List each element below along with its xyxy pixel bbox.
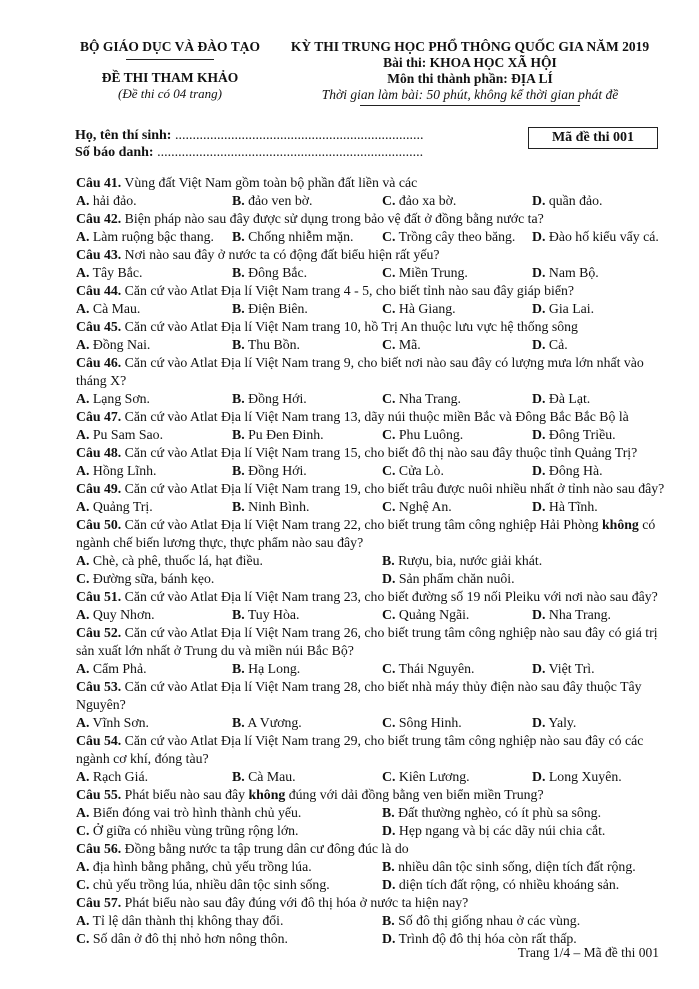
- question-number: Câu 43.: [76, 247, 122, 262]
- option-letter: A.: [76, 463, 90, 478]
- answer-option-a[interactable]: [76, 804, 301, 822]
- question-emphasis: không: [602, 517, 639, 532]
- answer-option-d[interactable]: [382, 876, 619, 894]
- candidate-name-line: [75, 127, 423, 144]
- option-text: Quảng Trị.: [89, 499, 153, 514]
- answer-option-d[interactable]: [532, 426, 616, 444]
- option-text: Ở giữa có nhiều vùng trũng rộng lớn.: [89, 823, 299, 838]
- option-letter: D.: [532, 715, 546, 730]
- option-text: Kiên Lương.: [395, 769, 470, 784]
- question-text: Đồng bằng nước ta tập trung dân cư đông đúc là do: [121, 841, 409, 856]
- question-number: Câu 42.: [76, 211, 122, 226]
- answer-option-a[interactable]: [76, 264, 142, 282]
- option-letter: A.: [76, 553, 90, 568]
- option-text: Nghệ An.: [395, 499, 452, 514]
- answer-option-b[interactable]: [232, 498, 309, 516]
- page-footer: Trang 1/4 – Mã đề thi 001: [517, 945, 659, 960]
- option-letter: B.: [232, 607, 245, 622]
- option-letter: C.: [382, 265, 396, 280]
- question-stem: [76, 894, 666, 912]
- option-row: [76, 660, 666, 678]
- candidate-name-label: Họ, tên thí sinh:: [75, 128, 172, 143]
- option-text: hải đảo.: [89, 193, 137, 208]
- option-letter: A.: [76, 661, 90, 676]
- option-letter: D.: [532, 265, 546, 280]
- question-list: [76, 174, 666, 948]
- answer-option-b[interactable]: [232, 606, 299, 624]
- option-letter: C.: [76, 571, 90, 586]
- option-text: Tây Bắc.: [89, 265, 143, 280]
- option-letter: D.: [532, 463, 546, 478]
- option-text: Nam Bộ.: [545, 265, 599, 280]
- answer-option-b[interactable]: [382, 552, 542, 570]
- answer-option-c[interactable]: [382, 192, 456, 210]
- question-number: Câu 46.: [76, 355, 122, 370]
- option-text: Ninh Bình.: [244, 499, 310, 514]
- option-letter: B.: [232, 715, 245, 730]
- option-text: Pu Đen Đinh.: [244, 427, 324, 442]
- answer-option-a[interactable]: [76, 858, 312, 876]
- option-letter: B.: [382, 805, 395, 820]
- question-number: Câu 48.: [76, 445, 122, 460]
- option-letter: D.: [382, 571, 396, 586]
- option-text: Quy Nhơn.: [89, 607, 155, 622]
- answer-option-c[interactable]: [382, 606, 469, 624]
- option-text: nhiều dân tộc sinh sống, diện tích đất rộng.: [394, 859, 636, 874]
- option-letter: C.: [382, 499, 396, 514]
- question-text: Căn cứ vào Atlat Địa lí Việt Nam trang 9, cho biết nơi nào sau đây có lượng mưa lớn nhất vào tháng X?: [76, 355, 644, 388]
- answer-option-b[interactable]: [232, 336, 300, 354]
- option-text: Cửa Lò.: [395, 463, 444, 478]
- candidate-name-blank: .......................................................................: [171, 128, 424, 143]
- answer-option-c[interactable]: [382, 660, 475, 678]
- question-text: Biện pháp nào sau đây được sử dụng trong bảo vệ đất ở đồng bằng nước ta?: [121, 211, 544, 226]
- question-stem: [76, 210, 666, 228]
- option-text: Phu Luông.: [395, 427, 464, 442]
- option-letter: B.: [232, 193, 245, 208]
- answer-option-a[interactable]: [76, 336, 150, 354]
- option-text: Vĩnh Sơn.: [89, 715, 149, 730]
- question-stem: [76, 678, 666, 714]
- answer-option-b[interactable]: [232, 660, 300, 678]
- time-note: Thời gian làm bài: 50 phút, không kể thời gian phát đề: [321, 87, 619, 102]
- answer-option-d[interactable]: [532, 300, 594, 318]
- option-text: đảo ven bờ.: [244, 193, 313, 208]
- option-letter: B.: [232, 337, 245, 352]
- option-letter: D.: [532, 391, 546, 406]
- answer-option-c[interactable]: [76, 876, 330, 894]
- question-number: Câu 41.: [76, 175, 122, 190]
- option-text: Thái Nguyên.: [395, 661, 475, 676]
- option-letter: C.: [382, 769, 396, 784]
- answer-option-c[interactable]: [382, 462, 444, 480]
- option-text: Việt Trì.: [545, 661, 595, 676]
- option-letter: B.: [232, 391, 245, 406]
- option-text: quần đảo.: [545, 193, 603, 208]
- option-text: Hẹp ngang và bị các dãy núi chia cắt.: [395, 823, 606, 838]
- option-letter: A.: [76, 265, 90, 280]
- question-stem: [76, 408, 666, 426]
- page-count-note: (Đề thi có 04 trang): [118, 86, 222, 101]
- question-number: Câu 47.: [76, 409, 122, 424]
- option-letter: D.: [382, 931, 396, 946]
- option-text: Đường sữa, bánh kẹo.: [89, 571, 215, 586]
- answer-option-a[interactable]: [76, 552, 263, 570]
- option-text: Đồng Hới.: [244, 391, 307, 406]
- option-letter: B.: [232, 463, 245, 478]
- option-letter: D.: [532, 499, 546, 514]
- option-letter: C.: [76, 877, 90, 892]
- option-text: Mã.: [395, 337, 421, 352]
- option-letter: B.: [232, 229, 245, 244]
- option-letter: A.: [76, 769, 90, 784]
- header-right: [270, 38, 670, 106]
- option-text: Hạ Long.: [244, 661, 301, 676]
- option-letter: A.: [76, 913, 90, 928]
- answer-option-d[interactable]: [532, 336, 568, 354]
- option-text: Rạch Giá.: [89, 769, 149, 784]
- answer-option-a[interactable]: [76, 300, 140, 318]
- answer-option-c[interactable]: [76, 822, 298, 840]
- question-stem: [76, 282, 666, 300]
- option-letter: D.: [532, 769, 546, 784]
- option-text: Cà Mau.: [244, 769, 296, 784]
- answer-option-a[interactable]: [76, 714, 149, 732]
- option-letter: C.: [76, 823, 90, 838]
- option-text: Hồng Lĩnh.: [89, 463, 157, 478]
- question-text: Căn cứ vào Atlat Địa lí Việt Nam trang 13, dãy núi thuộc miền Bắc và Đông Bắc Bắc Bộ là: [121, 409, 629, 424]
- answer-option-d[interactable]: [532, 768, 622, 786]
- answer-option-c[interactable]: [382, 228, 515, 246]
- option-letter: B.: [232, 265, 245, 280]
- exam-subject: Môn thi thành phần: ĐỊA LÍ: [387, 71, 553, 86]
- option-letter: C.: [382, 229, 396, 244]
- question-text: Căn cứ vào Atlat Địa lí Việt Nam trang 26, cho biết trung tâm công nghiệp nào sau đây có giá trị sản xuất lớn nhất ở Trung du và miền núi Bắc Bộ?: [76, 625, 658, 658]
- option-text: Đà Lạt.: [545, 391, 591, 406]
- option-letter: D.: [532, 607, 546, 622]
- option-letter: C.: [382, 607, 396, 622]
- answer-option-a[interactable]: [76, 462, 157, 480]
- option-text: Làm ruộng bậc thang.: [89, 229, 214, 244]
- option-letter: C.: [382, 337, 396, 352]
- answer-option-c[interactable]: [382, 498, 452, 516]
- option-letter: B.: [232, 661, 245, 676]
- option-letter: C.: [76, 931, 90, 946]
- answer-option-a[interactable]: [76, 660, 147, 678]
- option-letter: C.: [382, 715, 396, 730]
- question-stem: [76, 732, 666, 768]
- option-text: Cả.: [545, 337, 568, 352]
- question-stem: [76, 786, 666, 804]
- answer-option-c[interactable]: [382, 264, 468, 282]
- option-letter: A.: [76, 805, 90, 820]
- question-stem: [76, 588, 666, 606]
- option-text: Quảng Ngãi.: [395, 607, 470, 622]
- candidate-id-blank: ............................................................................: [153, 145, 424, 160]
- option-letter: C.: [382, 391, 396, 406]
- answer-option-a[interactable]: [76, 606, 155, 624]
- answer-option-d[interactable]: [532, 390, 590, 408]
- option-letter: A.: [76, 607, 90, 622]
- answer-option-c[interactable]: [76, 570, 214, 588]
- question-stem: [76, 354, 666, 390]
- option-text: Nha Trang.: [545, 607, 611, 622]
- option-text: Gia Lai.: [545, 301, 595, 316]
- option-letter: D.: [382, 877, 396, 892]
- question-number: Câu 44.: [76, 283, 122, 298]
- option-text: Số đô thị giống nhau ở các vùng.: [394, 913, 581, 928]
- option-letter: C.: [382, 463, 396, 478]
- answer-option-d[interactable]: [532, 192, 603, 210]
- option-row: [76, 390, 666, 408]
- question-number: Câu 49.: [76, 481, 122, 496]
- answer-option-b[interactable]: [232, 300, 308, 318]
- option-row: [76, 300, 666, 318]
- option-letter: C.: [382, 427, 396, 442]
- option-text: Cẩm Phả.: [89, 661, 147, 676]
- option-row: [76, 858, 666, 876]
- answer-option-a[interactable]: [76, 390, 150, 408]
- option-row: [76, 552, 666, 570]
- answer-option-a[interactable]: [76, 192, 137, 210]
- answer-option-b[interactable]: [382, 804, 601, 822]
- option-letter: C.: [382, 193, 396, 208]
- option-text: Nha Trang.: [395, 391, 461, 406]
- answer-option-d[interactable]: [532, 498, 598, 516]
- question-stem: [76, 624, 666, 660]
- question-number: Câu 50.: [76, 517, 122, 532]
- option-letter: A.: [76, 391, 90, 406]
- option-text: Đông Triều.: [545, 427, 616, 442]
- answer-option-c[interactable]: [382, 336, 421, 354]
- option-text: Điện Biên.: [244, 301, 308, 316]
- option-text: Trình độ đô thị hóa còn rất thấp.: [395, 931, 577, 946]
- candidate-info: [75, 127, 423, 161]
- option-text: Hà Tĩnh.: [545, 499, 598, 514]
- question-text: Căn cứ vào Atlat Địa lí Việt Nam trang 28, cho biết nhà máy thủy điện nào sau đây thuộc Tây Nguyên?: [76, 679, 642, 712]
- option-row: [76, 822, 666, 840]
- answer-option-b[interactable]: [382, 912, 580, 930]
- answer-option-d[interactable]: [532, 606, 611, 624]
- option-row: [76, 606, 666, 624]
- question-text-cont: đúng với dải đồng bằng ven biển miền Trung?: [285, 787, 544, 802]
- answer-option-c[interactable]: [382, 300, 456, 318]
- question-text: Căn cứ vào Atlat Địa lí Việt Nam trang 10, hồ Trị An thuộc lưu vực hệ thống sông: [121, 319, 578, 334]
- answer-option-d[interactable]: [532, 462, 603, 480]
- question-text: Căn cứ vào Atlat Địa lí Việt Nam trang 29, cho biết trung tâm công nghiệp nào sau đây có các ngành cơ khí, đóng tàu?: [76, 733, 644, 766]
- option-row: [76, 426, 666, 444]
- answer-option-d[interactable]: [532, 660, 595, 678]
- option-text: Cà Mau.: [89, 301, 141, 316]
- option-text: Đông Hà.: [545, 463, 603, 478]
- option-text: Tỉ lệ dân thành thị không thay đổi.: [89, 913, 284, 928]
- option-text: Sông Hinh.: [395, 715, 462, 730]
- option-letter: B.: [232, 769, 245, 784]
- option-text: chủ yếu trồng lúa, nhiều dân tộc sinh sống.: [89, 877, 330, 892]
- question-number: Câu 53.: [76, 679, 122, 694]
- option-letter: C.: [382, 661, 396, 676]
- option-text: Biển đóng vai trò hình thành chủ yếu.: [89, 805, 302, 820]
- header-left-divider: [126, 59, 214, 60]
- option-row: [76, 570, 666, 588]
- option-letter: C.: [382, 301, 396, 316]
- question-stem: [76, 840, 666, 858]
- option-letter: B.: [382, 859, 395, 874]
- option-row: [76, 768, 666, 786]
- option-row: [76, 804, 666, 822]
- question-stem: [76, 480, 666, 498]
- answer-option-b[interactable]: [232, 228, 354, 246]
- question-stem: [76, 174, 666, 192]
- answer-option-d[interactable]: [382, 822, 605, 840]
- candidate-id-line: [75, 144, 423, 161]
- answer-option-a[interactable]: [76, 912, 283, 930]
- option-text: đảo xa bờ.: [395, 193, 457, 208]
- option-text: Sản phẩm chăn nuôi.: [395, 571, 515, 586]
- question-text: Căn cứ vào Atlat Địa lí Việt Nam trang 4 - 5, cho biết tỉnh nào sau đây giáp biển?: [121, 283, 574, 298]
- ministry-name: BỘ GIÁO DỤC VÀ ĐÀO TẠO: [80, 39, 260, 54]
- answer-option-a[interactable]: [76, 498, 153, 516]
- answer-option-b[interactable]: [232, 264, 307, 282]
- option-row: [76, 192, 666, 210]
- option-text: Pu Sam Sao.: [89, 427, 164, 442]
- answer-option-c[interactable]: [382, 390, 461, 408]
- answer-option-b[interactable]: [232, 192, 313, 210]
- candidate-id-label: Số báo danh:: [75, 145, 154, 160]
- option-text: Hà Giang.: [395, 301, 456, 316]
- question-stem: [76, 444, 666, 462]
- option-text: Tuy Hòa.: [244, 607, 300, 622]
- option-letter: B.: [232, 427, 245, 442]
- answer-option-a[interactable]: [76, 768, 148, 786]
- option-letter: A.: [76, 499, 90, 514]
- option-text: Miền Trung.: [395, 265, 468, 280]
- answer-option-b[interactable]: [232, 462, 307, 480]
- option-letter: D.: [532, 427, 546, 442]
- option-letter: A.: [76, 301, 90, 316]
- option-letter: B.: [382, 913, 395, 928]
- option-letter: D.: [532, 301, 546, 316]
- question-text: Căn cứ vào Atlat Địa lí Việt Nam trang 15, cho biết đô thị nào sau đây thuộc tỉnh Quảng Trị?: [121, 445, 638, 460]
- option-letter: D.: [532, 229, 546, 244]
- header-right-divider: [360, 105, 580, 106]
- answer-option-c[interactable]: [76, 930, 288, 948]
- option-text: Chống nhiễm mặn.: [244, 229, 354, 244]
- question-number: Câu 45.: [76, 319, 122, 334]
- option-letter: D.: [532, 661, 546, 676]
- option-letter: D.: [532, 193, 546, 208]
- answer-option-b[interactable]: [232, 714, 302, 732]
- question-number: Câu 51.: [76, 589, 122, 604]
- answer-option-d[interactable]: [532, 228, 659, 246]
- option-letter: D.: [532, 337, 546, 352]
- question-stem: [76, 246, 666, 264]
- option-text: Thu Bồn.: [244, 337, 300, 352]
- question-text: Phát biểu nào sau đây: [121, 787, 249, 802]
- option-row: [76, 264, 666, 282]
- question-text: Căn cứ vào Atlat Địa lí Việt Nam trang 22, cho biết trung tâm công nghiệp Hải Phòng: [121, 517, 602, 532]
- option-text: địa hình bằng phẳng, chủ yếu trồng lúa.: [89, 859, 312, 874]
- option-letter: B.: [232, 499, 245, 514]
- exam-code-box: Mã đề thi 001: [528, 127, 658, 149]
- question-number: Câu 57.: [76, 895, 122, 910]
- answer-option-b[interactable]: [382, 858, 636, 876]
- option-row: [76, 498, 666, 516]
- option-row: [76, 336, 666, 354]
- question-text: Vùng đất Việt Nam gồm toàn bộ phần đất liền và các: [121, 175, 418, 190]
- option-row: [76, 228, 666, 246]
- answer-option-d[interactable]: [532, 264, 599, 282]
- option-text: Chè, cà phê, thuốc lá, hạt điều.: [89, 553, 263, 568]
- question-stem: [76, 318, 666, 336]
- question-text: Phát biểu nào sau đây đúng với đô thị hóa ở nước ta hiện nay?: [121, 895, 469, 910]
- answer-option-c[interactable]: [382, 714, 462, 732]
- option-text: Đồng Nai.: [89, 337, 151, 352]
- option-row: [76, 876, 666, 894]
- option-letter: A.: [76, 193, 90, 208]
- answer-option-d[interactable]: [382, 570, 515, 588]
- question-text: Căn cứ vào Atlat Địa lí Việt Nam trang 23, cho biết đường số 19 nối Pleiku với nơi nào sau đây?: [121, 589, 658, 604]
- answer-option-c[interactable]: [382, 768, 470, 786]
- option-text: diện tích đất rộng, có nhiều khoáng sản.: [395, 877, 620, 892]
- question-text: Căn cứ vào Atlat Địa lí Việt Nam trang 19, cho biết trâu được nuôi nhiều nhất ở tỉnh nào sau đây?: [121, 481, 665, 496]
- answer-option-a[interactable]: [76, 228, 214, 246]
- option-row: [76, 714, 666, 732]
- question-number: Câu 56.: [76, 841, 122, 856]
- question-emphasis: không: [248, 787, 286, 802]
- option-letter: A.: [76, 337, 90, 352]
- answer-option-b[interactable]: [232, 426, 324, 444]
- option-row: [76, 912, 666, 930]
- question-text: Nơi nào sau đây ở nước ta có động đất biểu hiện rất yếu?: [121, 247, 440, 262]
- option-text: Trồng cây theo băng.: [395, 229, 516, 244]
- option-text: A Vương.: [244, 715, 302, 730]
- option-text: Đất thường nghèo, có ít phù sa sông.: [394, 805, 602, 820]
- option-text: Yaly.: [545, 715, 577, 730]
- option-letter: A.: [76, 427, 90, 442]
- question-number: Câu 54.: [76, 733, 122, 748]
- option-text: Long Xuyên.: [545, 769, 622, 784]
- answer-option-a[interactable]: [76, 426, 163, 444]
- question-text-cont: có ngành chế biến lương thực, thực phẩm nào sau đây?: [76, 517, 656, 550]
- option-letter: A.: [76, 859, 90, 874]
- exam-title: KỲ THI TRUNG HỌC PHỔ THÔNG QUỐC GIA NĂM 2019: [290, 39, 650, 54]
- option-letter: B.: [232, 301, 245, 316]
- answer-option-b[interactable]: [232, 390, 307, 408]
- question-stem: [76, 516, 666, 552]
- option-text: Đông Bắc.: [244, 265, 308, 280]
- answer-option-d[interactable]: [532, 714, 576, 732]
- option-letter: D.: [382, 823, 396, 838]
- question-number: Câu 52.: [76, 625, 122, 640]
- option-letter: A.: [76, 229, 90, 244]
- option-row: [76, 462, 666, 480]
- header-left: [70, 38, 270, 102]
- option-text: Đồng Hới.: [244, 463, 307, 478]
- option-text: Số dân ở đô thị nhỏ hơn nông thôn.: [89, 931, 288, 946]
- option-text: Đào hố kiểu vẩy cá.: [545, 229, 659, 244]
- option-letter: A.: [76, 715, 90, 730]
- exam-type: ĐỀ THI THAM KHẢO: [101, 70, 239, 85]
- answer-option-c[interactable]: [382, 426, 463, 444]
- exam-section: Bài thi: KHOA HỌC XÃ HỘI: [383, 55, 557, 70]
- option-text: Lạng Sơn.: [89, 391, 150, 406]
- answer-option-b[interactable]: [232, 768, 296, 786]
- option-text: Rượu, bia, nước giải khát.: [394, 553, 543, 568]
- option-letter: B.: [382, 553, 395, 568]
- question-number: Câu 55.: [76, 787, 122, 802]
